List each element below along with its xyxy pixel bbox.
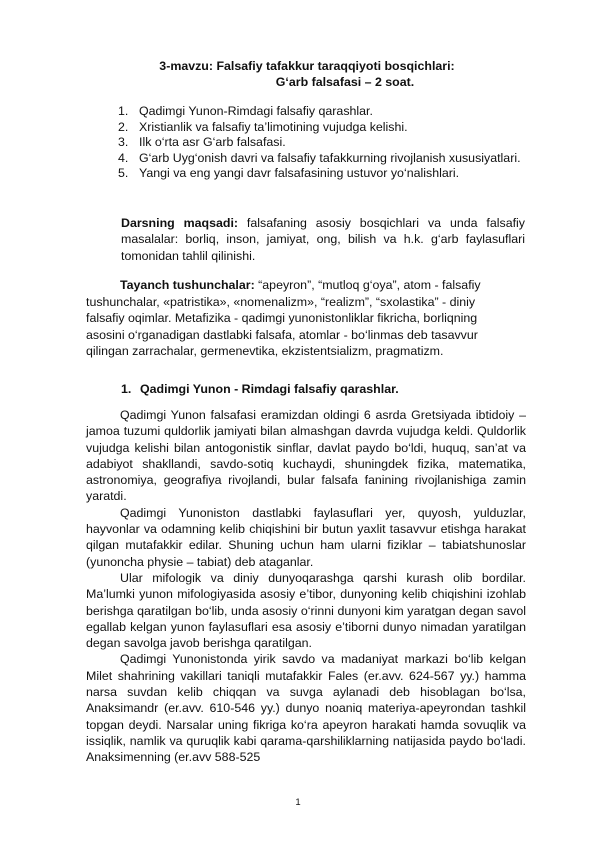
key-terms-line: tushunchalar, «patristika», «nomenalizm», “realizm”, “sxolastika” - diniy [86,294,476,309]
topic-number: 5. [118,166,129,181]
topic-item [118,166,523,182]
topic-item [118,151,523,167]
body-paragraph: Qadimgi Yunonistonda yirik savdo va madaniyat markazi bo‘lib kelgan Milet shahrining vakillari taniqli mutafakkir Fales (er.avv. 624-567 yy.) hamma narsa suvdan kelib chiqqan va suvga aylanadi deb hisoblagan bo‘lsa, Anaksimandr (er.avv. 610-546 yy.) dunyo noaniq materiya-apeyrondan tashkil topgan deydi. Narsalar uning fikriga ko‘ra apeyron harakati hamda sovuqlik va issiqlik, namlik va quruqlik kabi qarama-qarshiliklarning natijasida paydo bo‘ladi. Anaksimenning (er.avv 588-525 [86,652,526,765]
key-terms-line: asosini o‘rganadigan dastlabki falsafa, atomlar - bo‘linmas deb tasavvur [86,327,478,342]
section-number: 1. [121,382,132,396]
lesson-goal-text: falsafaning asosiy bosqichlari va unda falsafiy masalalar: borliq, inson, jamiyat, ong, bilish va h.k. g‘arb faylasuflari tomonidan tahlil qilinishi. [121,216,525,263]
topic-number: 1. [118,104,129,118]
section-heading [121,381,399,397]
topics-list [118,104,523,182]
key-terms-text: “apeyron”, “mutloq g‘oya”, atom - falsafiy [254,278,481,292]
lesson-title-line-2: G‘arb falsafasi – 2 soat. [275,75,415,89]
topic-item [118,104,523,120]
topic-item [118,135,523,151]
topic-text: Yangi va eng yangi davr falsafasining ustuvor yo‘nalishlari. [139,166,460,181]
key-terms-line: falsafiy oqimlar. Metafizika - qadimgi yunonistonliklar fikricha, borliqning [86,311,478,326]
body-paragraph: Ular mifologik va diniy dunyoqarashga qarshi kurash olib bordilar. Ma’lumki yunon mifologiyasida asosiy e’tibor, dunyoning kelib chiqishini izohlab berishga qaratilgan bo‘lib, unda asosiy o‘rinni dunyoni kim yaratgan degan savol egallab kelgan yunon faylasuflari esa asosiy e’tiborni dunyo nimadan yaratilgan degan savolga javob berishga qaratilgan. [86,570,526,651]
body-paragraph: Qadimgi Yunon falsafasi eramizdan oldingi 6 asrda Gretsiyada ibtidoiy – jamoa tuzumi quldorlik jamiyati bilan almashgan davrda vujudga keldi. Quldorlik vujudga kelishi bilan antogonistik sinflar, davlat paydo bo‘ldi, huquq, san’at va adabiyot shakllandi, savdo-sotiq kuchaydi, shuningdek fizika, matematika, astronomiya, geografiya rivojlandi, bular falsafa fanining rivojlanishiga zamin yaratdi. [86,408,526,504]
body-text [86,407,526,766]
topic-text: G‘arb Uyg‘onish davri va falsafiy tafakkurning rivojlanish xususiyatlari. [139,150,521,165]
topic-text: Ilk o‘rta asr G‘arb falsafasi. [139,135,286,150]
topic-number: 3. [118,135,129,150]
body-paragraph: Qadimgi Yunoniston dastlabki faylasuflari yer, quyosh, yulduzlar, hayvonlar va odamning kelib chiqishini bir butun yaxlit tasavvur etishga harakat qilgan mutafakkir edilar. Shuning uchun ham ularni fiziklar – tabiatshunoslar (yunoncha physie – tabiat) deb ataganlar. [86,505,526,569]
topic-text: Xristianlik va falsafiy ta’limotining vujudga kelishi. [139,119,408,134]
key-terms-line: qilingan zarrachalar, germenevtika, ekzistentsializm, pragmatizm. [86,344,444,359]
page-number: 1 [295,797,301,808]
key-terms [86,277,516,360]
key-terms-line [86,277,516,294]
lesson-goal-label: Darsning maqsadi: [121,216,239,230]
lesson-title-line-1: 3-mavzu: Falsafiy tafakkur taraqqiyoti bosqichlari: [159,59,455,73]
topic-item [118,120,523,136]
topic-number: 4. [118,150,129,165]
key-terms-label: Tayanch tushunchalar: [120,278,255,292]
topic-number: 2. [118,119,129,134]
topic-text: Qadimgi Yunon-Rimdagi falsafiy qarashlar. [139,104,373,118]
section-title: Qadimgi Yunon - Rimdagi falsafiy qarashlar. [140,382,399,396]
lesson-goal [121,215,525,264]
